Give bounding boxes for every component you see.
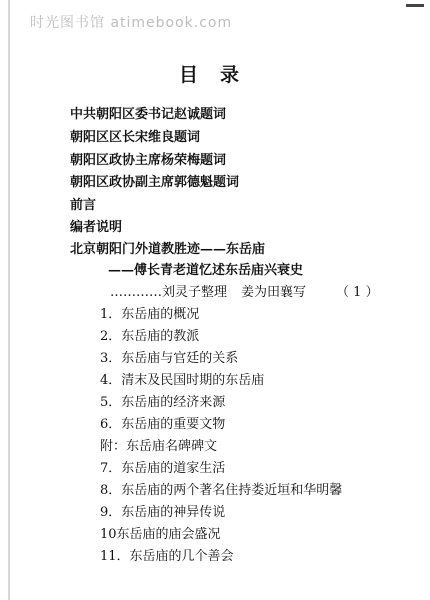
toc-section: 3．东岳庙与官廷的关系	[100, 351, 239, 366]
page-number: （ 1 ）	[336, 285, 379, 300]
toc-section: 11．东岳庙的几个善会	[100, 549, 234, 564]
toc-entry: 中共朝阳区委书记赵诚题词	[70, 107, 227, 122]
main-entry-subtitle: ——傅长青老道忆述东岳庙兴衰史	[108, 263, 304, 278]
toc-section: 8．东岳庙的两个著名住持娄近垣和华明馨	[100, 483, 343, 498]
toc-section: 9．东岳庙的神异传说	[100, 505, 226, 520]
credits-authors: 姜为田襄写	[241, 285, 307, 300]
toc-section: 4．清末及民国时期的东岳庙	[100, 373, 265, 388]
toc-appendix: 附：东岳庙名碑碑文	[100, 439, 218, 454]
toc-entry: 编者说明	[70, 220, 123, 235]
toc-entry: 朝阳区政协副主席郭德魁题词	[70, 175, 240, 190]
watermark: 时光图书馆 atimebook.com	[30, 15, 233, 31]
toc-entry: 朝阳区政协主席杨荣梅题词	[70, 153, 227, 168]
toc-section: 2．东岳庙的教派	[100, 329, 200, 344]
toc-entry: 朝阳区区长宋维良题词	[70, 130, 201, 145]
main-entry-credits	[110, 281, 379, 300]
main-entry-title: 北京朝阳门外道教胜迹——东岳庙	[70, 242, 266, 257]
toc-section: 6．东岳庙的重要文物	[100, 417, 226, 432]
toc-section: 7．东岳庙的道家生活	[100, 461, 226, 476]
toc-section: 10东岳庙的庙会盛况	[100, 527, 221, 542]
toc-entry: 前言	[70, 198, 97, 213]
page-title: 目录	[178, 64, 261, 86]
toc-section: 5．东岳庙的经济来源	[100, 395, 226, 410]
corner-mark	[406, 4, 424, 7]
toc-section: 1．东岳庙的概况	[100, 307, 200, 322]
credits-leader: …………刘灵子整理	[110, 285, 228, 300]
scan-edge	[8, 0, 10, 600]
